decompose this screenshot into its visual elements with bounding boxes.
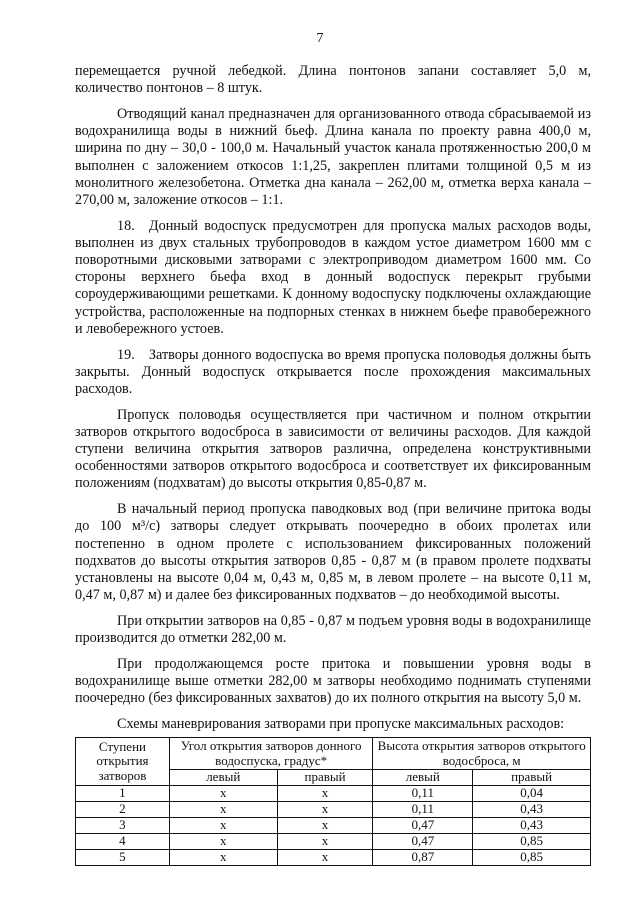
cell-angle-left: х: [169, 802, 277, 818]
maneuver-table: [75, 737, 591, 866]
cell-angle-right: х: [277, 850, 373, 866]
table-row: [76, 834, 591, 850]
cell-angle-left: х: [169, 834, 277, 850]
cell-angle-right: х: [277, 802, 373, 818]
cell-angle-right: х: [277, 818, 373, 834]
cell-height-left: 0,47: [373, 834, 473, 850]
cell-stage: 4: [76, 834, 170, 850]
cell-stage: 1: [76, 786, 170, 802]
paragraph-6: В начальный период пропуска паводковых вод (при величине притока воды до 100 м³/с) затворы следует открывать поочередно в обоих пролетах или постепенно в одном пролете с использованием фиксированных положений подхватов до высоты открытия затворов 0,85 - 0,87 м (в правом пролете подхваты установлены на высоте 0,04 м, 0,43 м, 0,85 м, в левом пролете – на высоте 0,11 м, 0,47 м, 0,87 м) и далее без фиксированных подхватов – до необходимой высоты.: [75, 501, 591, 604]
table-row: [76, 786, 591, 802]
cell-height-right: 0,43: [473, 802, 591, 818]
paragraph-7: При открытии затворов на 0,85 - 0,87 м подъем уровня воды в водохранилище производится до отметки 282,00 м.: [75, 612, 591, 647]
document-body: [75, 63, 591, 866]
header-angle: Угол открытия затворов донного водоспуска, градус*: [169, 738, 373, 770]
paragraph-8: При продолжающемся росте притока и повышении уровня воды в водохранилище выше отметки 282,00 м затворы необходимо поднимать ступенями поочередно (без фиксированных захватов) до их полного открытия на высоту 5,0 м.: [75, 655, 591, 707]
cell-angle-right: х: [277, 786, 373, 802]
cell-height-right: 0,85: [473, 834, 591, 850]
paragraph-4: 19. Затворы донного водоспуска во время пропуска половодья должны быть закрыты. Донный водоспуск открывается после прохождения максимальных расходов.: [75, 346, 591, 397]
cell-height-left: 0,11: [373, 802, 473, 818]
page-number: 7: [316, 31, 324, 46]
paragraph-5: Пропуск половодья осуществляется при частичном и полном открытии затворов открытого водосброса в зависимости от величины расходов. Для каждой ступени величина открытия затворов различна, определена конструктивными особенностями затворов открытого водосброса и соответствует их фиксированным положениям (подхватам) до высоты открытия 0,85-0,87 м.: [75, 406, 591, 492]
cell-height-left: 0,87: [373, 850, 473, 866]
paragraph-3: 18. Донный водоспуск предусмотрен для пропуска малых расходов воды, выполнен из двух стальных трубопроводов в каждом устое диаметром 1600 мм с поворотными дисковыми затворами с электроприводом диаметром 1600 мм. Со стороны верхнего бьефа вход в донный водоспуск перекрыт грубыми сороудерживающими решетками. К донному водоспуску подключены охлаждающие устройства, расположенные на подпорных стенках в нижнем бьефе правобережного и левобережного устоев.: [75, 217, 591, 337]
cell-height-left: 0,11: [373, 786, 473, 802]
cell-angle-left: х: [169, 786, 277, 802]
table-caption: Схемы маневрирования затворами при пропуске максимальных расходов:: [117, 715, 565, 732]
subheader-height-right: правый: [473, 770, 591, 786]
cell-height-right: 0,43: [473, 818, 591, 834]
paragraph-2: Отводящий канал предназначен для организованного отвода сбрасываемой из водохранилища воды в нижний бьеф. Длина канала по проекту равна 400,0 м, ширина по дну – 30,0 - 100,0 м. Начальный участок канала протяженностью 200,0 м выполнен с заложением откосов 1:1,25, закреплен плитами толщиной 0,5 м из монолитного железобетона. Отметка дна канала – 262,00 м, отметка верха канала – 270,00 м, заложение откосов – 1:1.: [75, 105, 591, 208]
cell-stage: 2: [76, 802, 170, 818]
subheader-angle-right: правый: [277, 770, 373, 786]
cell-height-right: 0,85: [473, 850, 591, 866]
table-row: [76, 802, 591, 818]
table-row: [76, 850, 591, 866]
cell-height-left: 0,47: [373, 818, 473, 834]
paragraph-1: перемещается ручной лебедкой. Длина понтонов запани составляет 5,0 м, количество понтонов – 8 штук.: [75, 63, 591, 97]
cell-stage: 3: [76, 818, 170, 834]
cell-angle-left: х: [169, 818, 277, 834]
cell-angle-left: х: [169, 850, 277, 866]
cell-stage: 5: [76, 850, 170, 866]
cell-height-right: 0,04: [473, 786, 591, 802]
subheader-height-left: левый: [373, 770, 473, 786]
header-height: Высота открытия затворов открытого водосброса, м: [373, 738, 591, 770]
header-stage: Ступени открытия затворов: [76, 738, 170, 786]
cell-angle-right: х: [277, 834, 373, 850]
subheader-angle-left: левый: [169, 770, 277, 786]
table-row: [76, 818, 591, 834]
